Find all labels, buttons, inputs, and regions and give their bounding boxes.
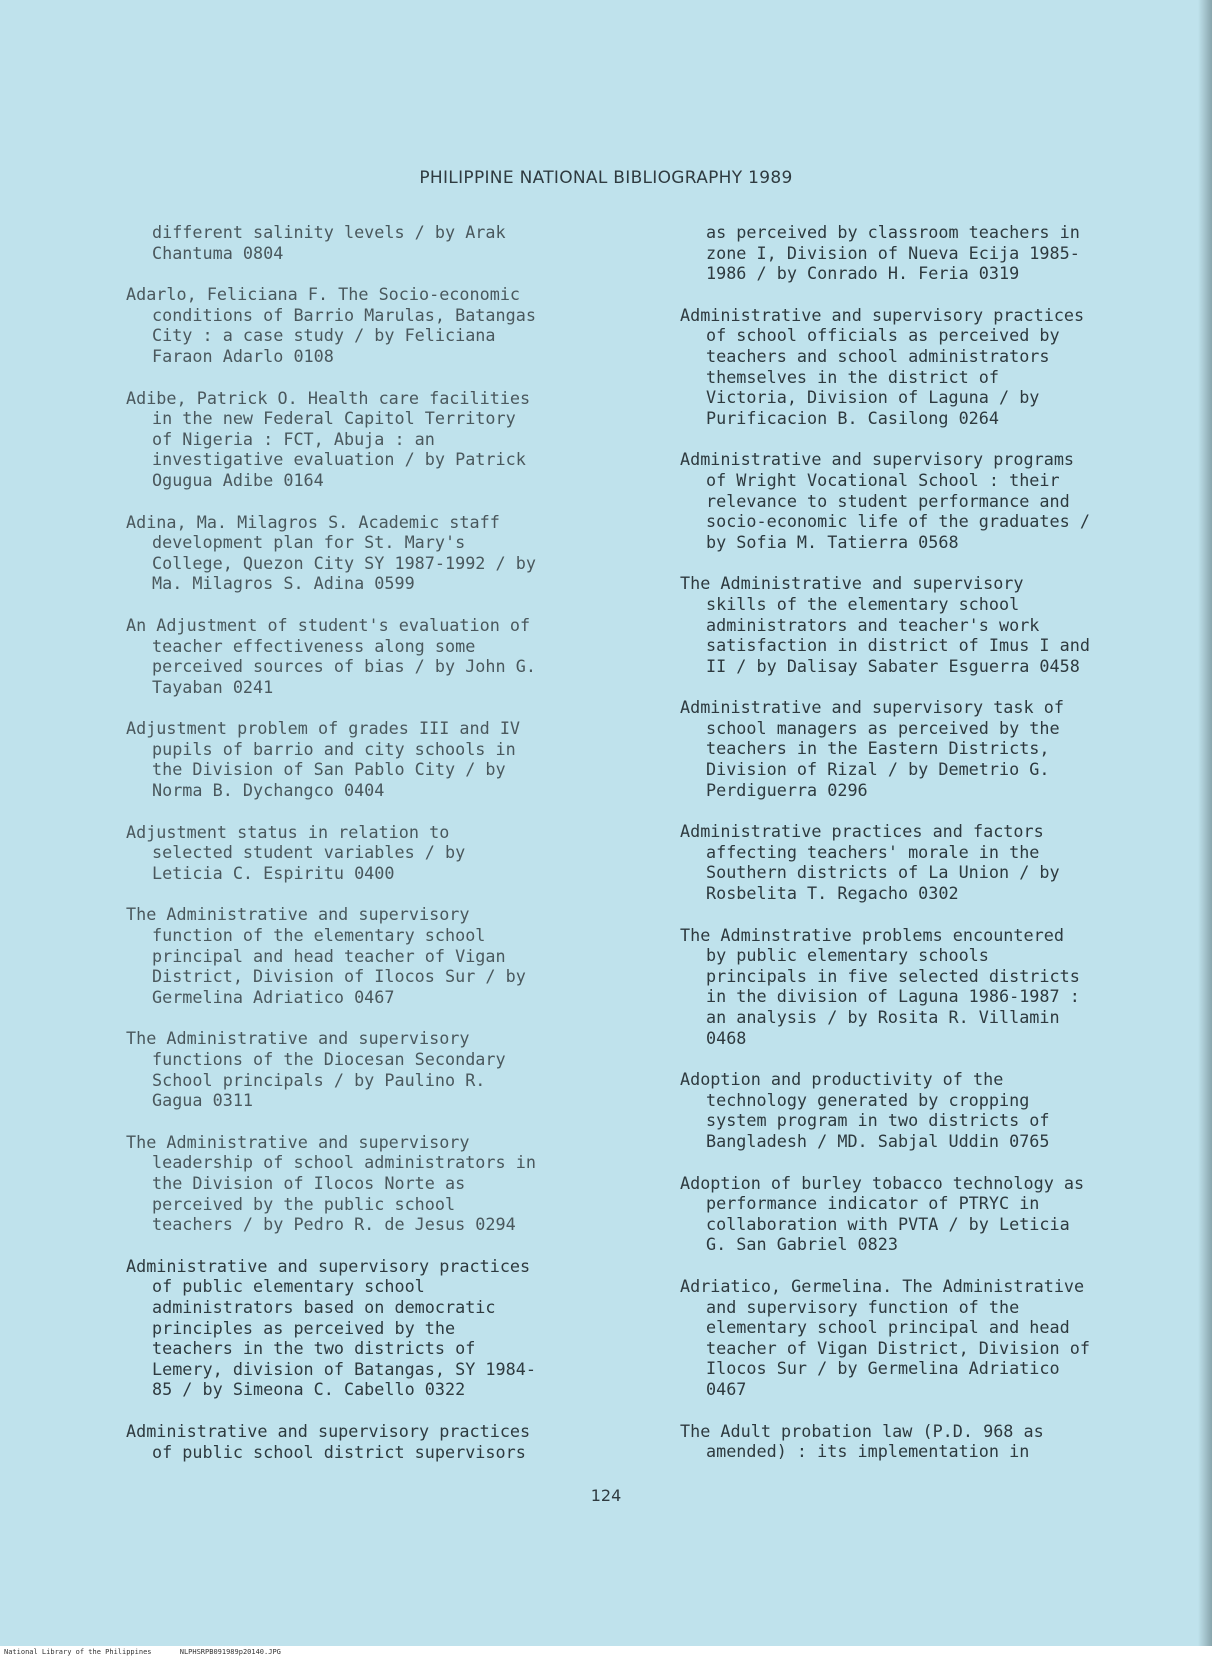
bibliography-entry: Adjustment status in relation to selected student variables / by Leticia C. Espiritu 0400 — [126, 821, 466, 883]
bibliography-entry: The Adminstrative problems encountered by public elementary schools principals in five selected districts in the division of Laguna 1986-1987 : an analysis / by Rosita R. Villamin 0468 — [680, 924, 1080, 1048]
page-number: 124 — [590, 1486, 622, 1505]
bibliography-entry: Adarlo, Feliciana F. The Socio-economic conditions of Barrio Marulas, Batangas City : a case study / by Feliciana Faraon Adarlo 0108 — [126, 284, 536, 366]
bibliography-entry: Adjustment problem of grades III and IV pupils of barrio and city schools in the Division of San Pablo City / by Norma B. Dychangco 0404 — [126, 718, 521, 801]
bibliography-entry: Administrative and supervisory practices of public school district supervisors — [126, 1420, 531, 1462]
bibliography-entry: Administrative and supervisory practices of public elementary school administrators based on democratic principles as perceived by the teachers in the two districts of Lemery, division of Batangas, SY 1984- 85 / by Simeona C. Cabello 0322 — [126, 1255, 536, 1400]
bibliography-entry: Adoption and productivity of the technology generated by cropping system program in two districts of Bangladesh / MD. Sabjal Uddin 0765 — [680, 1069, 1050, 1151]
bibliography-entry: The Administrative and supervisory leadership of school administrators in the Division of Ilocos Norte as perceived by the public school teachers / by Pedro R. de Jesus 0294 — [126, 1131, 536, 1235]
bibliography-entry: Adriatico, Germelina. The Administrative and supervisory function of the elementary school principal and head teacher of Vigan District, Division of Ilocos Sur / by Germelina Adriatico 0467 — [680, 1275, 1090, 1399]
bibliography-entry: Administrative and supervisory practices of school officials as perceived by teachers and school administrators themselves in the district of Victoria, Division of Laguna / by Purificacion B. Casilong 0264 — [680, 304, 1085, 428]
bibliography-entry: Adibe, Patrick O. Health care facilities in the new Federal Capitol Territory of Nigeria : FCT, Abuja : an investigative evaluation / by Patrick Ogugua Adibe 0164 — [126, 387, 531, 490]
bibliography-entry: An Adjustment of student's evaluation of teacher effectiveness along some perceived sources of bias / by John G. Tayaban 0241 — [126, 614, 536, 697]
footer-file-name: NLPHSRPB091989p20140.JPG — [179, 1648, 281, 1656]
bibliography-entry: The Administrative and supervisory function of the elementary school principal and head teacher of Vigan District, Division of Ilocos Sur / by Germelina Adriatico 0467 — [126, 904, 526, 1007]
bibliography-entry: Adoption of burley tobacco technology as performance indicator of PTRYC in collaboration with PVTA / by Leticia G. San Gabriel 0823 — [680, 1172, 1085, 1255]
scan-footer — [0, 1646, 1212, 1658]
bibliography-entry: Administrative practices and factors affecting teachers' morale in the Southern districts of La Union / by Rosbelita T. Regacho 0302 — [680, 821, 1060, 904]
footer-library-name: National Library of the Philippines — [4, 1648, 152, 1656]
bibliography-entry: Adina, Ma. Milagros S. Academic staff development plan for St. Mary's College, Quezon City SY 1987-1992 / by Ma. Milagros S. Adina 0599 — [126, 511, 536, 594]
bibliography-entry: Administrative and supervisory task of school managers as perceived by the teachers in the Eastern Districts, Division of Rizal / by Demetrio G. Perdiguerra 0296 — [680, 697, 1064, 800]
right-column — [680, 222, 1212, 1483]
bibliography-entry: different salinity levels / by Arak Chantuma 0804 — [152, 222, 506, 263]
left-column — [126, 222, 666, 1483]
bibliography-entry: The Adult probation law (P.D. 968 as amended) : its implementation in — [680, 1420, 1044, 1462]
bibliography-entry: The Administrative and supervisory skills of the elementary school administrators and teacher's work satisfaction in district of Imus I and II / by Dalisay Sabater Esguerra 0458 — [680, 573, 1090, 676]
bibliography-entry: as perceived by classroom teachers in zone I, Division of Nueva Ecija 1985- 1986 / by Conrado H. Feria 0319 — [706, 222, 1080, 284]
bibliography-entry: The Administrative and supervisory functions of the Diocesan Secondary School principals / by Paulino R. Gagua 0311 — [126, 1028, 506, 1111]
page-header: PHILIPPINE NATIONAL BIBLIOGRAPHY 1989 — [419, 168, 793, 188]
bibliography-entry: Administrative and supervisory programs of Wright Vocational School : their relevance to student performance and socio-economic life of the graduates / by Sofia M. Tatierra 0568 — [680, 449, 1090, 552]
